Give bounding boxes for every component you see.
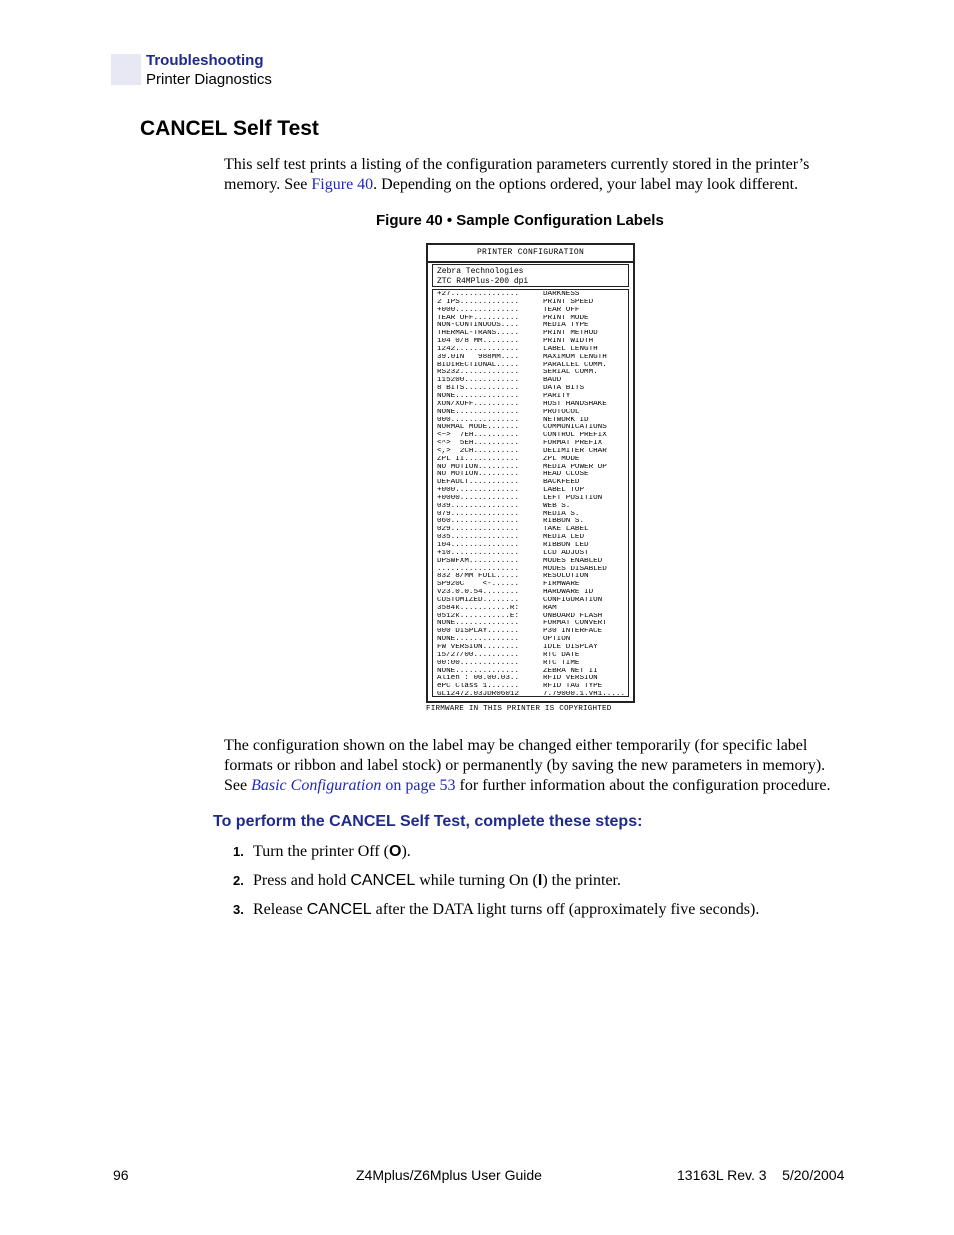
intro-paragraph bbox=[224, 155, 844, 195]
config-parameter: PRINT METHOD bbox=[543, 330, 598, 338]
config-value: NONE.............. bbox=[437, 408, 520, 416]
config-value: FW VERSION........ bbox=[437, 643, 520, 651]
config-parameter: DATA BITS bbox=[543, 385, 585, 393]
config-row bbox=[437, 511, 628, 519]
config-value: 115200............ bbox=[437, 377, 520, 385]
config-parameter: MODES ENABLED bbox=[543, 557, 603, 565]
config-parameter: RESOLUTION bbox=[543, 573, 589, 581]
config-value: .................. bbox=[437, 565, 520, 573]
step-text: Release bbox=[253, 901, 307, 918]
config-value: V23.0.0.54........ bbox=[437, 589, 520, 597]
config-parameter: LABEL TOP bbox=[543, 487, 585, 495]
config-row bbox=[437, 605, 628, 613]
config-row bbox=[437, 448, 628, 456]
config-row bbox=[437, 401, 628, 409]
config-parameter: PRINT WIDTH bbox=[543, 338, 594, 346]
config-row bbox=[437, 503, 628, 511]
config-row bbox=[437, 456, 628, 464]
config-row bbox=[437, 620, 628, 628]
config-parameter: DARKNESS bbox=[543, 291, 580, 298]
config-row bbox=[437, 683, 628, 691]
config-value: +000.............. bbox=[437, 487, 520, 495]
config-value: 832 8/MM FULL..... bbox=[437, 573, 520, 581]
config-value: 104............... bbox=[437, 542, 520, 549]
config-value: GL12472.03JDR06012 bbox=[437, 691, 520, 699]
power-on-symbol: I bbox=[537, 872, 543, 889]
step-text: ). bbox=[401, 843, 411, 860]
config-row bbox=[437, 479, 628, 487]
config-parameter: PRINT MODE bbox=[543, 314, 589, 322]
header-tab-marker bbox=[111, 54, 141, 85]
config-row bbox=[437, 652, 628, 660]
step-text: while turning On ( bbox=[415, 872, 538, 889]
config-row bbox=[437, 573, 628, 581]
config-parameter: BAUD bbox=[543, 377, 562, 385]
config-value: +27............... bbox=[437, 291, 520, 298]
config-value: NONE.............. bbox=[437, 620, 520, 628]
config-parameter: RTC TIME bbox=[543, 659, 580, 667]
step-text: Press and hold bbox=[253, 872, 351, 889]
step-3 bbox=[233, 900, 759, 920]
config-parameter: RIBBON S. bbox=[543, 518, 585, 526]
config-row bbox=[437, 393, 628, 401]
config-row bbox=[437, 644, 628, 652]
config-parameter: SERIAL COMM. bbox=[543, 369, 598, 377]
config-value: <~> 7EH.......... bbox=[437, 432, 520, 440]
config-row bbox=[437, 534, 628, 542]
config-parameter: TAKE LABEL bbox=[543, 526, 589, 534]
config-parameter: PRINT SPEED bbox=[543, 298, 594, 306]
page-title: CANCEL Self Test bbox=[140, 117, 319, 140]
config-parameter: FIRMWARE bbox=[543, 581, 580, 589]
config-value: NORMAL MODE....... bbox=[437, 424, 520, 432]
step-text: Turn the printer Off ( bbox=[253, 843, 389, 860]
config-parameter: ONBOARD FLASH bbox=[543, 612, 603, 620]
config-value: 39.0IN 988MM.... bbox=[437, 353, 520, 361]
config-value: 3584k...........R: bbox=[437, 604, 520, 612]
config-parameter: RFID TAG TYPE bbox=[543, 683, 603, 691]
config-value: TEAR OFF.......... bbox=[437, 314, 520, 322]
config-row bbox=[437, 369, 628, 377]
config-parameter: MEDIA TYPE bbox=[543, 322, 589, 330]
config-parameter: CONFIGURATION bbox=[543, 596, 603, 604]
config-value: 104 0/8 MM........ bbox=[437, 338, 520, 346]
config-row bbox=[437, 613, 628, 621]
config-value: NO MOTION......... bbox=[437, 471, 520, 479]
config-value: 039............... bbox=[437, 502, 520, 510]
config-parameter: BACKFEED bbox=[543, 479, 580, 487]
config-row bbox=[437, 440, 628, 448]
figure-caption: Figure 40 • Sample Configuration Labels bbox=[376, 212, 664, 229]
config-value: 060............... bbox=[437, 518, 520, 526]
config-parameter: ZEBRA NET II bbox=[543, 667, 598, 675]
power-off-symbol: O bbox=[388, 843, 402, 860]
config-value: ZPL II............ bbox=[437, 455, 520, 463]
config-row bbox=[437, 338, 628, 346]
config-row bbox=[437, 487, 628, 495]
config-value: NONE.............. bbox=[437, 392, 520, 400]
config-value: 079............... bbox=[437, 510, 520, 518]
config-value: NO MOTION......... bbox=[437, 463, 520, 471]
config-value: DEFAULT........... bbox=[437, 479, 520, 487]
cancel-key-name: CANCEL bbox=[306, 901, 372, 918]
config-value: 1242.............. bbox=[437, 345, 520, 353]
step-2 bbox=[233, 871, 621, 891]
config-parameter: MEDIA LED bbox=[543, 534, 585, 542]
config-value: NONE.............. bbox=[437, 636, 520, 644]
config-row bbox=[437, 558, 628, 566]
link-page: on page 53 bbox=[381, 777, 456, 794]
config-value: SP920C <-...... bbox=[437, 581, 520, 589]
config-row bbox=[437, 628, 628, 636]
configuration-label-image bbox=[426, 243, 635, 703]
config-parameter: HARDWARE ID bbox=[543, 589, 594, 597]
label-parameter-list bbox=[432, 289, 629, 697]
procedure-heading: To perform the CANCEL Self Test, complete these steps: bbox=[213, 813, 643, 830]
config-parameter: WEB S. bbox=[543, 502, 571, 510]
config-parameter: RFID VERSION bbox=[543, 675, 598, 683]
config-row bbox=[437, 550, 628, 558]
config-parameter: COMMUNICATIONS bbox=[543, 424, 607, 432]
config-row bbox=[437, 526, 628, 534]
config-parameter: CONTROL PREFIX bbox=[543, 432, 607, 440]
config-text: The configuration shown on the label may be changed either temporarily (for specific label formats or ribbon and label stock) or permanently (by saving the new parameters in memory). See bbox=[224, 737, 826, 794]
config-parameter: PROTOCOL bbox=[543, 408, 580, 416]
config-parameter: FORMAT PREFIX bbox=[543, 440, 603, 448]
config-row bbox=[437, 668, 628, 676]
config-row bbox=[437, 291, 628, 299]
config-value: BIDIRECTIONAL..... bbox=[437, 361, 520, 369]
config-parameter: MODES DISABLED bbox=[543, 565, 607, 573]
config-text-end: for further information about the configuration procedure. bbox=[455, 777, 831, 794]
config-parameter: IDLE DISPLAY bbox=[543, 643, 598, 651]
config-parameter: RAM bbox=[543, 604, 557, 612]
config-value: +0000............. bbox=[437, 494, 520, 502]
config-row bbox=[437, 330, 628, 338]
basic-configuration-link[interactable] bbox=[251, 777, 455, 794]
label-id-line: Zebra Technologies bbox=[437, 267, 524, 276]
config-row bbox=[437, 471, 628, 479]
step-number: 3. bbox=[233, 902, 244, 917]
config-row bbox=[437, 636, 628, 644]
config-parameter: HOST HANDSHAKE bbox=[543, 400, 607, 408]
config-row bbox=[437, 566, 628, 574]
label-title: PRINTER CONFIGURATION bbox=[428, 245, 633, 263]
config-row bbox=[437, 597, 628, 605]
config-value: 8 BITS............ bbox=[437, 385, 520, 393]
config-parameter: RIBBON LED bbox=[543, 542, 589, 549]
config-value: 035............... bbox=[437, 534, 520, 542]
step-number: 1. bbox=[233, 844, 244, 859]
config-row bbox=[437, 518, 628, 526]
config-parameter: LABEL LENGTH bbox=[543, 345, 598, 353]
label-copyright-note: FIRMWARE IN THIS PRINTER IS COPYRIGHTED bbox=[426, 705, 612, 713]
config-row bbox=[437, 589, 628, 597]
config-value: ePC Class 1....... bbox=[437, 683, 520, 691]
config-parameter: OPTION bbox=[543, 636, 571, 644]
config-row bbox=[437, 691, 628, 699]
config-row bbox=[437, 424, 628, 432]
config-row bbox=[437, 362, 628, 370]
config-paragraph bbox=[224, 736, 844, 796]
config-parameter: FORMAT CONVERT bbox=[543, 620, 607, 628]
config-value: CUSTOMIZED........ bbox=[437, 596, 520, 604]
config-parameter: MAXIMUM LENGTH bbox=[543, 353, 607, 361]
config-parameter: DELIMITER CHAR bbox=[543, 447, 607, 455]
intro-text: This self test prints a listing of the configuration parameters currently stored in the printer’s memory. See bbox=[224, 156, 810, 193]
chapter-title: Troubleshooting bbox=[146, 52, 264, 69]
config-value: 000............... bbox=[437, 416, 520, 424]
config-parameter: PARALLEL COMM. bbox=[543, 361, 607, 369]
label-printer-id bbox=[432, 264, 629, 287]
config-value: Alien : 00.00.03.. bbox=[437, 675, 520, 683]
config-parameter: TEAR OFF bbox=[543, 306, 580, 314]
config-value: NON-CONTINUOUS.... bbox=[437, 322, 520, 330]
config-row bbox=[437, 660, 628, 668]
config-parameter: ZPL MODE bbox=[543, 455, 580, 463]
config-value: +10............... bbox=[437, 549, 520, 557]
config-row bbox=[437, 581, 628, 589]
config-parameter: MEDIA S. bbox=[543, 510, 580, 518]
config-parameter: P30 INTERFACE bbox=[543, 628, 603, 636]
config-row bbox=[437, 346, 628, 354]
config-value: 15/27/00.......... bbox=[437, 651, 520, 659]
config-value: NONE.............. bbox=[437, 667, 520, 675]
config-parameter: PARITY bbox=[543, 392, 571, 400]
config-value: RS232............. bbox=[437, 369, 520, 377]
config-value: 00:00............. bbox=[437, 659, 520, 667]
config-value: DPSWFXM........... bbox=[437, 557, 520, 565]
config-parameter: HEAD CLOSE bbox=[543, 471, 589, 479]
config-row bbox=[437, 417, 628, 425]
config-row bbox=[437, 307, 628, 315]
config-value: <,> 2CH.......... bbox=[437, 447, 520, 455]
config-value: THERMAL-TRANS..... bbox=[437, 330, 520, 338]
config-parameter: RTC DATE bbox=[543, 651, 580, 659]
config-row bbox=[437, 299, 628, 307]
config-value: 000 DISPLAY....... bbox=[437, 628, 520, 636]
config-parameter: MEDIA POWER UP bbox=[543, 463, 607, 471]
config-row bbox=[437, 385, 628, 393]
config-parameter: NETWORK ID bbox=[543, 416, 589, 424]
config-value: XON/XOFF.......... bbox=[437, 400, 520, 408]
footer-revision: 13163L Rev. 3 5/20/2004 bbox=[677, 1167, 845, 1183]
config-row bbox=[437, 315, 628, 323]
cancel-key-name: CANCEL bbox=[350, 872, 416, 889]
config-row bbox=[437, 495, 628, 503]
config-parameter: LCD ADJUST bbox=[543, 549, 589, 557]
footer-guide-title: Z4Mplus/Z6Mplus User Guide bbox=[356, 1167, 542, 1183]
config-row bbox=[437, 432, 628, 440]
config-row bbox=[437, 542, 628, 550]
config-row bbox=[437, 409, 628, 417]
config-row bbox=[437, 464, 628, 472]
config-value: +000.............. bbox=[437, 306, 520, 314]
config-value: 0512k...........E: bbox=[437, 612, 520, 620]
config-value: 029............... bbox=[437, 526, 520, 534]
link-title: Basic Configuration bbox=[251, 777, 382, 794]
intro-text-end: . Depending on the options ordered, your label may look different. bbox=[373, 176, 799, 193]
config-row bbox=[437, 675, 628, 683]
step-text: after the DATA light turns off (approximately five seconds). bbox=[371, 901, 760, 918]
step-text: ) the printer. bbox=[542, 872, 621, 889]
label-id-line: ZTC R4MPlus-200 dpi bbox=[437, 276, 529, 286]
step-number: 2. bbox=[233, 873, 244, 888]
config-row bbox=[437, 322, 628, 330]
config-parameter: 7.79000.1.VH1..... bbox=[543, 691, 626, 699]
section-title: Printer Diagnostics bbox=[146, 71, 272, 88]
step-1 bbox=[233, 842, 411, 862]
config-value: 2 IPS............. bbox=[437, 298, 520, 306]
config-parameter: LEFT POSITION bbox=[543, 494, 603, 502]
config-row bbox=[437, 354, 628, 362]
figure-40-link[interactable]: Figure 40 bbox=[311, 176, 374, 193]
config-row bbox=[437, 377, 628, 385]
config-value: <^> 5EH.......... bbox=[437, 440, 520, 448]
footer-page-number: 96 bbox=[113, 1167, 129, 1183]
